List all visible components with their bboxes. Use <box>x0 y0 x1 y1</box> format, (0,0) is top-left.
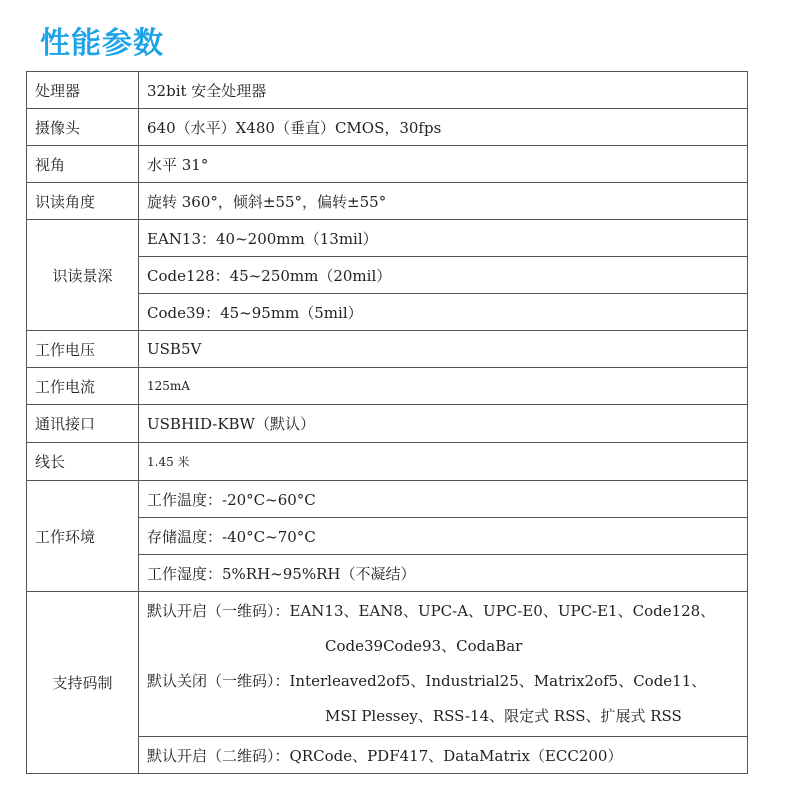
table-row <box>27 183 748 220</box>
row-label: 线长 <box>27 443 139 481</box>
row-value: 640（水平）X480（垂直）CMOS，30fps <box>139 109 748 146</box>
row-value <box>139 592 748 737</box>
row-value: 默认开启（二维码）：QRCode、PDF417、DataMatrix（ECC200） <box>139 737 748 774</box>
symbology-line: 默认关闭（一维码）：Interleaved2of5、Industrial25、Matrix2of5、Code11、 <box>147 672 707 690</box>
table-row <box>27 592 748 737</box>
row-value: Code39：45~95mm（5mil） <box>139 294 748 331</box>
table-row <box>27 331 748 368</box>
row-label: 视角 <box>27 146 139 183</box>
row-value: USB5V <box>139 331 748 368</box>
table-row <box>27 405 748 443</box>
table-row <box>27 368 748 405</box>
row-label: 工作电压 <box>27 331 139 368</box>
table-row <box>27 443 748 481</box>
symbology-line: MSI Plessey、RSS-14、限定式 RSS、扩展式 RSS <box>325 707 682 725</box>
table-row <box>27 146 748 183</box>
row-label: 工作环境 <box>27 481 139 592</box>
row-value: 32bit 安全处理器 <box>139 72 748 109</box>
row-value: 存储温度：-40°C~70°C <box>139 518 748 555</box>
row-label: 识读角度 <box>27 183 139 220</box>
row-value: 水平 31° <box>139 146 748 183</box>
row-label: 摄像头 <box>27 109 139 146</box>
row-value: 旋转 360°，倾斜±55°，偏转±55° <box>139 183 748 220</box>
row-value: 1.45 米 <box>139 443 748 481</box>
row-value: 工作湿度：5%RH~95%RH（不凝结） <box>139 555 748 592</box>
row-value: EAN13：40~200mm（13mil） <box>139 220 748 257</box>
table-row <box>27 481 748 518</box>
row-label: 工作电流 <box>27 368 139 405</box>
symbology-line: Code39Code93、CodaBar <box>325 637 523 655</box>
row-label: 处理器 <box>27 72 139 109</box>
row-label: 识读景深 <box>27 220 139 331</box>
spec-table <box>26 71 748 774</box>
page-title: 性能参数 <box>40 26 164 61</box>
row-value: Code128：45~250mm（20mil） <box>139 257 748 294</box>
symbology-line: 默认开启（一维码）：EAN13、EAN8、UPC-A、UPC-E0、UPC-E1、Code128、 <box>147 602 716 620</box>
row-value: USBHID-KBW（默认） <box>139 405 748 443</box>
row-label: 支持码制 <box>27 592 139 774</box>
row-value: 125mA <box>139 368 748 405</box>
row-value: 工作温度：-20°C~60°C <box>139 481 748 518</box>
table-row <box>27 109 748 146</box>
row-label: 通讯接口 <box>27 405 139 443</box>
table-row <box>27 220 748 257</box>
table-row <box>27 72 748 109</box>
